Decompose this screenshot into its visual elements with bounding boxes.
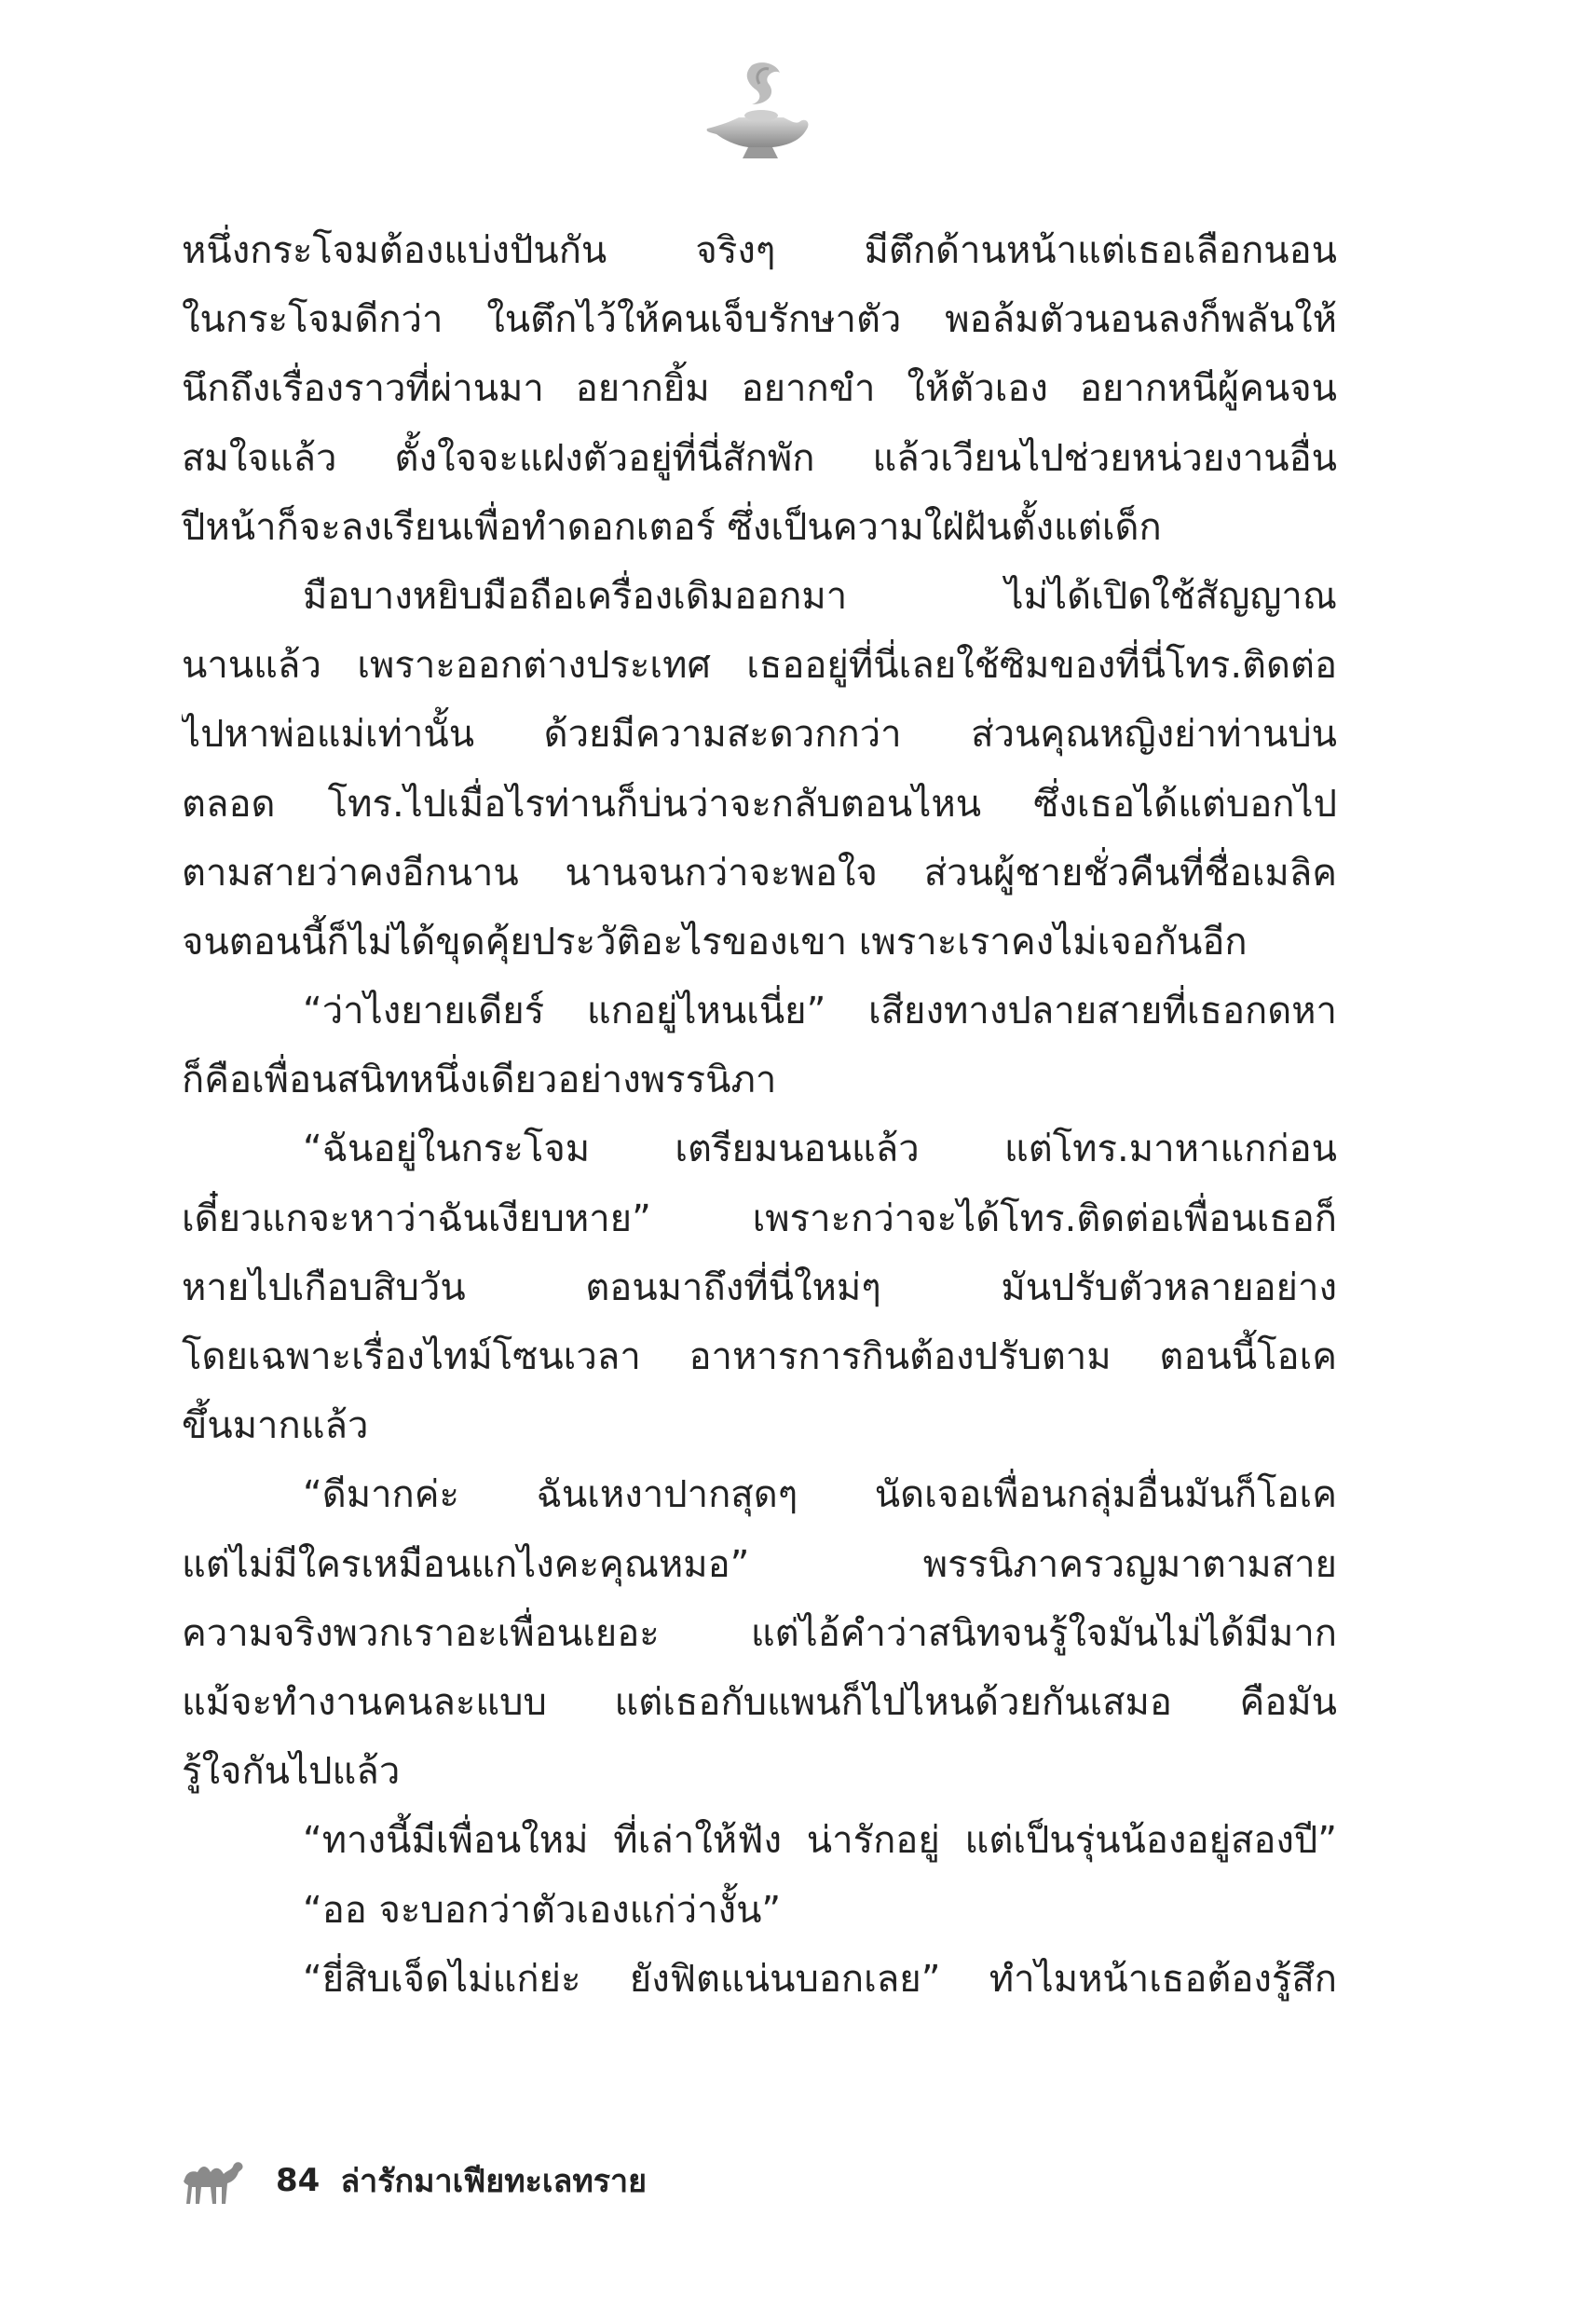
text-line: หนึ่งกระโจมต้องแบ่งปันกัน จริงๆ มีตึกด้านหน้าแต่เธอเลือกนอน — [182, 229, 1337, 272]
text-line: รู้ใจกันไปแล้ว — [182, 1750, 401, 1794]
text-line: โดยเฉพาะเรื่องไทม์โซนเวลา อาหารการกินต้องปรับตาม ตอนนี้โอเค — [182, 1335, 1337, 1378]
text-line: จนตอนนี้ก็ไม่ได้ขุดคุ้ยประวัติอะไรของเขา เพราะเราคงไม่เจอกันอีก — [182, 920, 1248, 964]
text-line: “ดีมากค่ะ ฉันเหงาปากสุดๆ นัดเจอเพื่อนกลุ่มอื่นมันก็โอเค — [303, 1473, 1337, 1517]
text-line: “ทางนี้มีเพื่อนใหม่ ที่เล่าให้ฟัง น่ารักอยู่ แต่เป็นรุ่นน้องอยู่สองปี” — [303, 1819, 1337, 1863]
text-line: ขึ้นมากแล้ว — [182, 1404, 369, 1448]
camel-icon — [179, 2152, 246, 2209]
text-line: นึกถึงเรื่องราวที่ผ่านมา อยากยิ้ม อยากขำ ให้ตัวเอง อยากหนีผู้คนจน — [182, 367, 1337, 411]
text-line: เดี๋ยวแกจะหาว่าฉันเงียบหาย” เพราะกว่าจะได้โทร.ติดต่อเพื่อนเธอก็ — [182, 1197, 1337, 1240]
page-number: 84 — [276, 2162, 321, 2199]
text-line: ตามสายว่าคงอีกนาน นานจนกว่าจะพอใจ ส่วนผู้ชายชั่วคืนที่ชื่อเมลิค — [182, 851, 1337, 895]
text-line: ไปหาพ่อแม่เท่านั้น ด้วยมีความสะดวกกว่า ส่วนคุณหญิงย่าท่านบ่น — [182, 713, 1337, 757]
text-line: ในกระโจมดีกว่า ในตึกไว้ให้คนเจ็บรักษาตัว พอล้มตัวนอนลงก็พลันให้ — [182, 298, 1337, 342]
text-line: ตลอด โทร.ไปเมื่อไรท่านก็บ่นว่าจะกลับตอนไหน ซึ่งเธอได้แต่บอกไป — [182, 782, 1337, 826]
text-line: แต่ไม่มีใครเหมือนแกไงคะคุณหมอ” พรรนิภาครวญมาตามสาย — [182, 1542, 1337, 1586]
text-line: ปีหน้าก็จะลงเรียนเพื่อทำดอกเตอร์ ซึ่งเป็นความใฝ่ฝันตั้งแต่เด็ก — [182, 505, 1162, 549]
genie-lamp-icon — [694, 56, 825, 168]
text-line: “ออ จะบอกว่าตัวเองแก่ว่างั้น” — [303, 1888, 782, 1932]
book-title: ล่ารักมาเฟียทะเลทราย — [340, 2163, 648, 2200]
text-line: ความจริงพวกเราอะเพื่อนเยอะ แต่ไอ้คำว่าสนิทจนรู้ใจมันไม่ได้มีมาก — [182, 1611, 1337, 1655]
text-line: ก็คือเพื่อนสนิทหนึ่งเดียวอย่างพรรนิภา — [182, 1059, 777, 1102]
text-line: นานแล้ว เพราะออกต่างประเทศ เธออยู่ที่นี่เลยใช้ซิมของที่นี่โทร.ติดต่อ — [182, 644, 1337, 688]
body-text — [182, 216, 1337, 2014]
page-footer — [179, 2143, 647, 2218]
text-line: แม้จะทำงานคนละแบบ แต่เธอกับแพนก็ไปไหนด้วยกันเสมอ คือมัน — [182, 1680, 1337, 1724]
text-line: สมใจแล้ว ตั้งใจจะแฝงตัวอยู่ที่นี่สักพัก แล้วเวียนไปช่วยหน่วยงานอื่น — [182, 436, 1337, 480]
text-line: “ฉันอยู่ในกระโจม เตรียมนอนแล้ว แต่โทร.มาหาแกก่อน — [303, 1128, 1337, 1171]
text-line: “ยี่สิบเจ็ดไม่แก่ย่ะ ยังฟิตแน่นบอกเลย” ทำไมหน้าเธอต้องรู้สึก — [303, 1957, 1337, 2001]
text-line: หายไปเกือบสิบวัน ตอนมาถึงที่นี่ใหม่ๆ มันปรับตัวหลายอย่าง — [182, 1265, 1337, 1309]
text-line: มือบางหยิบมือถือเครื่องเดิมออกมา ไม่ได้เปิดใช้สัญญาณ — [303, 574, 1337, 618]
text-line: “ว่าไงยายเดียร์ แกอยู่ไหนเนี่ย” เสียงทางปลายสายที่เธอกดหา — [303, 990, 1337, 1033]
